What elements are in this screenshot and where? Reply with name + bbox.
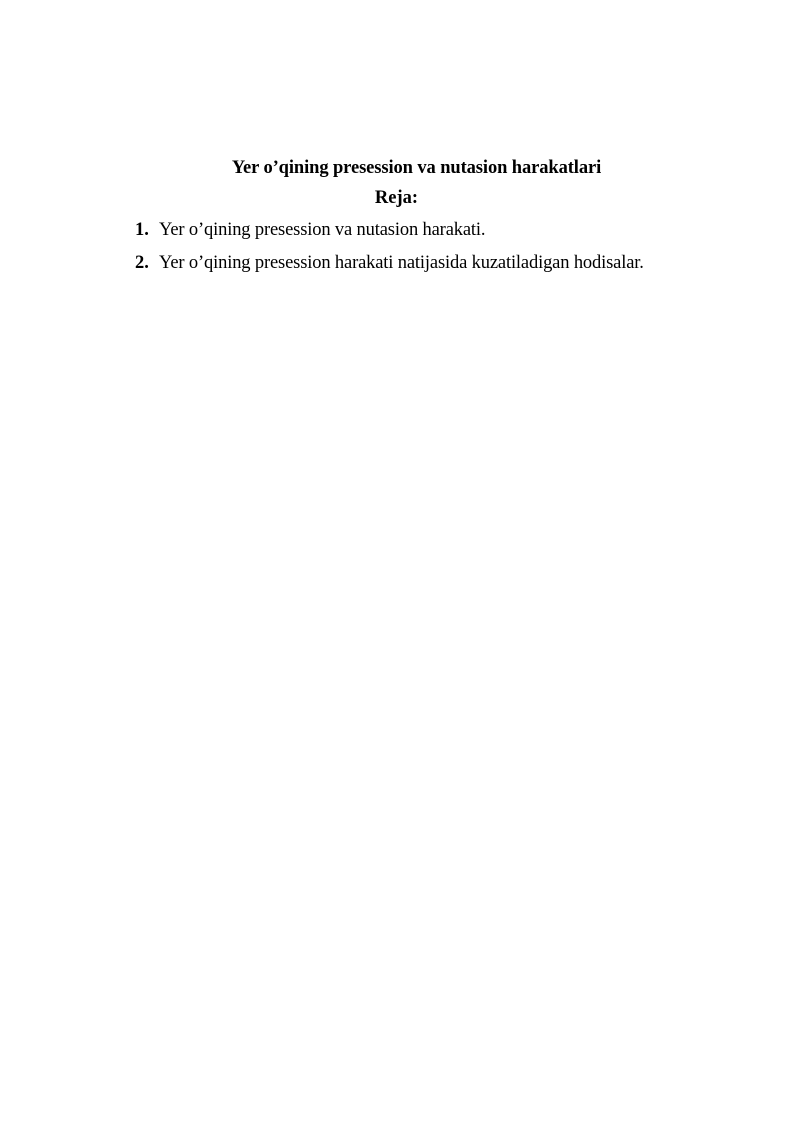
- plan-list: [135, 218, 644, 284]
- plan-item-number: 2.: [135, 253, 149, 273]
- plan-item-text: Yer o’qining presession va nutasion harakati.: [159, 220, 486, 240]
- plan-item-number: 1.: [135, 220, 149, 240]
- plan-item: [135, 251, 644, 284]
- plan-item: [135, 218, 644, 251]
- plan-item-text: Yer o’qining presession harakati natijasida kuzatiladigan hodisalar.: [159, 253, 644, 273]
- document-title: Yer o’qining presession va nutasion harakatlari: [231, 158, 602, 178]
- plan-heading: Reja:: [374, 188, 419, 208]
